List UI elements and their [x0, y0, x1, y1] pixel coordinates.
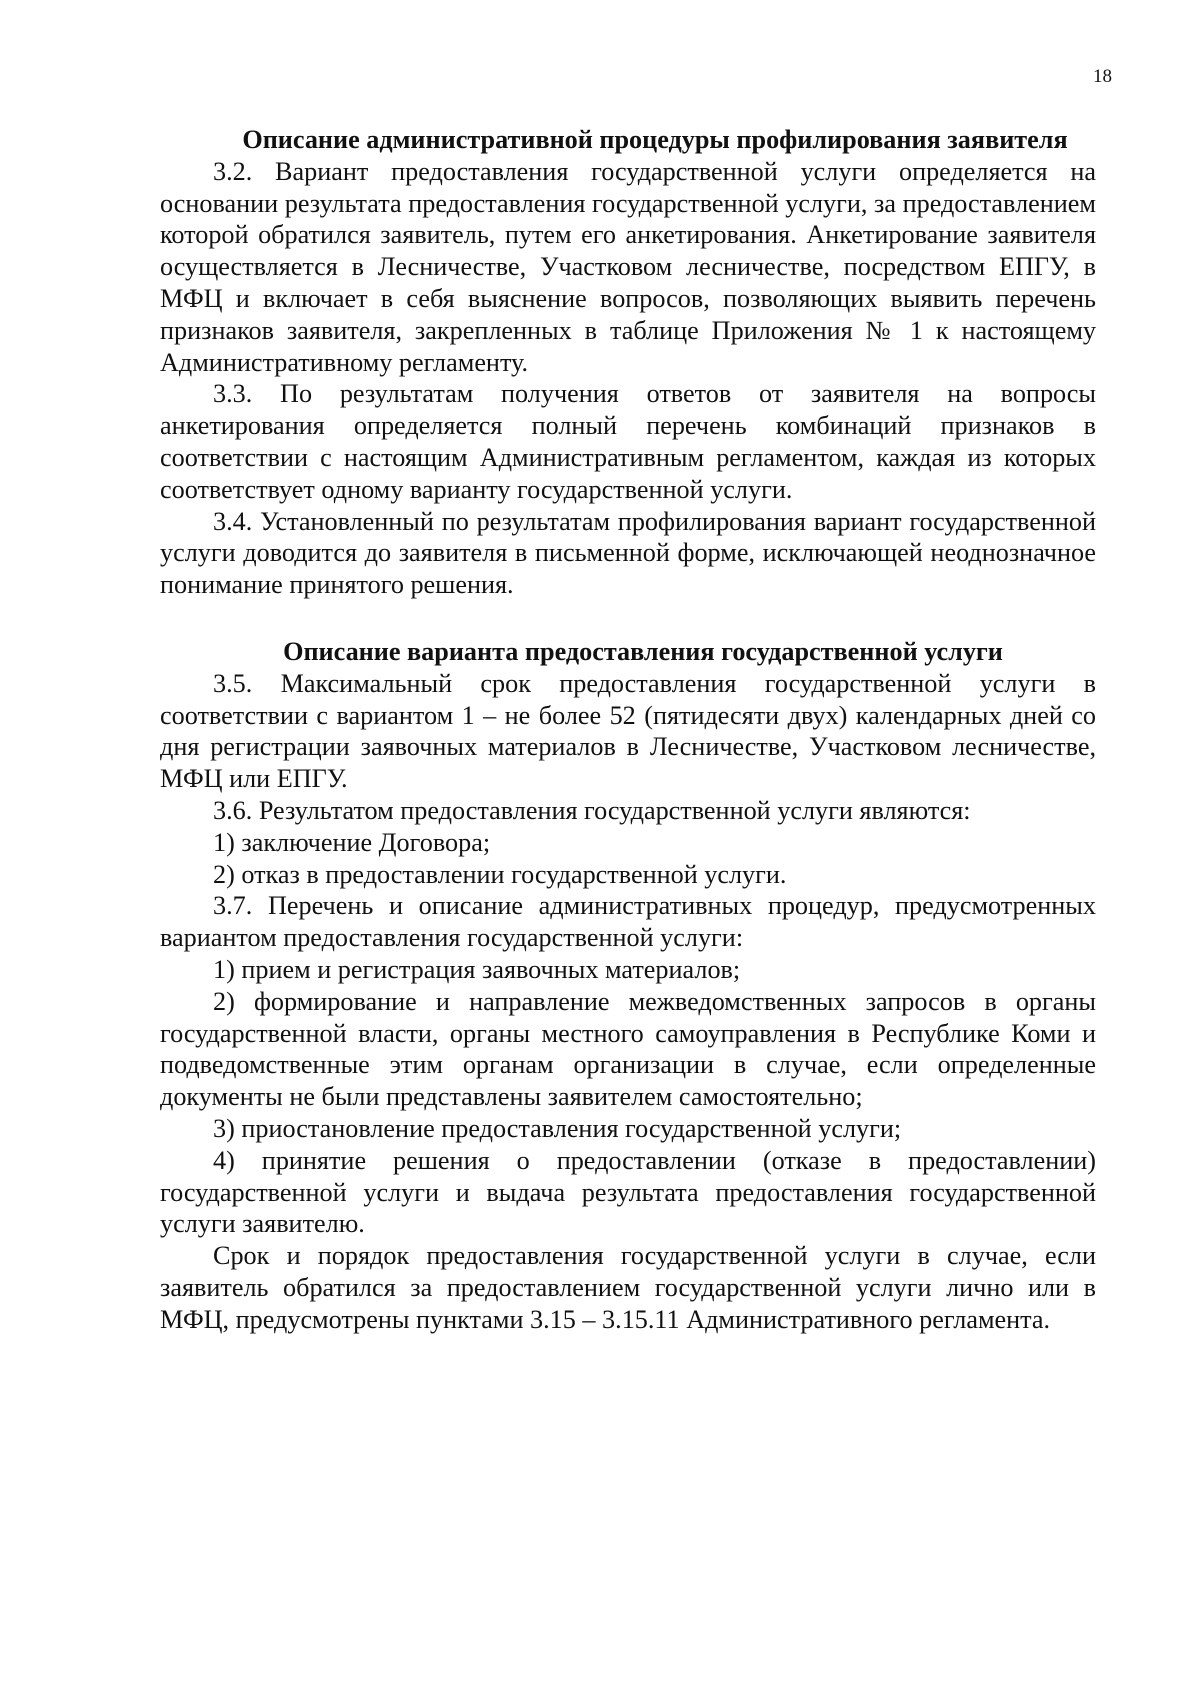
paragraph-3-6: 3.6. Результатом предоставления государственной услуги являются:: [213, 795, 971, 825]
paragraph-3-2: 3.2. Вариант предоставления государственной услуги определяется на основании результата предоставления государственной услуги, за предоставлением которой обратился заявитель, путем его анкетирования. Анкетирование заявителя осуществляется в Лесничестве, Участковом лесничестве, посредством ЕПГУ, в МФЦ и включает в себя выяснение вопросов, позволяющих выявить перечень признаков заявителя, закрепленных в таблице Приложения № 1 к настоящему Административному регламенту.: [160, 156, 1096, 377]
page-number: 18: [1093, 66, 1112, 87]
paragraph-3-7: 3.7. Перечень и описание административных процедур, предусмотренных вариантом предоставления государственной услуги:: [160, 891, 1096, 953]
list-item-result-1: 1) заключение Договора;: [213, 827, 491, 857]
section-heading-profiling: Описание административной процедуры профилирования заявителя: [242, 125, 1068, 154]
section-heading-variant: Описание варианта предоставления государственной услуги: [283, 636, 1003, 666]
paragraph-3-5: 3.5. Максимальный срок предоставления государственной услуги в соответствии с вариантом 1 – не более 52 (пятидесяти двух) календарных дней со дня регистрации заявочных материалов в Лесничестве, Участковом лесничестве, МФЦ или ЕПГУ.: [160, 668, 1096, 794]
list-item-procedure-4: 4) принятие решения о предоставлении (отказе в предоставлении) государственной услуги и выдача результата предоставления государственной услуги заявителю.: [160, 1145, 1096, 1239]
paragraph-term-and-procedure: Срок и порядок предоставления государственной услуги в случае, если заявитель обратился за предоставлением государственной услуги лично или в МФЦ, предусмотрены пунктами 3.15 – 3.15.11 Административного регламента.: [160, 1241, 1096, 1334]
paragraph-3-3: 3.3. По результатам получения ответов от заявителя на вопросы анкетирования определяется полный перечень комбинаций признаков в соответствии с настоящим Административным регламентом, каждая из которых соответствует одному варианту государственной услуги.: [160, 379, 1096, 504]
document-body: [160, 124, 1096, 1335]
paragraph-3-4: 3.4. Установленный по результатам профилирования вариант государственной услуги доводится до заявителя в письменной форме, исключающей неоднозначное понимание принятого решения.: [160, 506, 1096, 600]
list-item-procedure-3: 3) приостановление предоставления государственной услуги;: [213, 1113, 902, 1143]
list-item-result-2: 2) отказ в предоставлении государственной услуги.: [213, 859, 787, 889]
list-item-procedure-2: 2) формирование и направление межведомственных запросов в органы государственной власти, органы местного самоуправления в Республике Коми и подведомственные этим органам организации в случае, если определенные документы не были представлены заявителем самостоятельно;: [160, 986, 1096, 1112]
list-item-procedure-1: 1) прием и регистрация заявочных материалов;: [213, 954, 741, 984]
